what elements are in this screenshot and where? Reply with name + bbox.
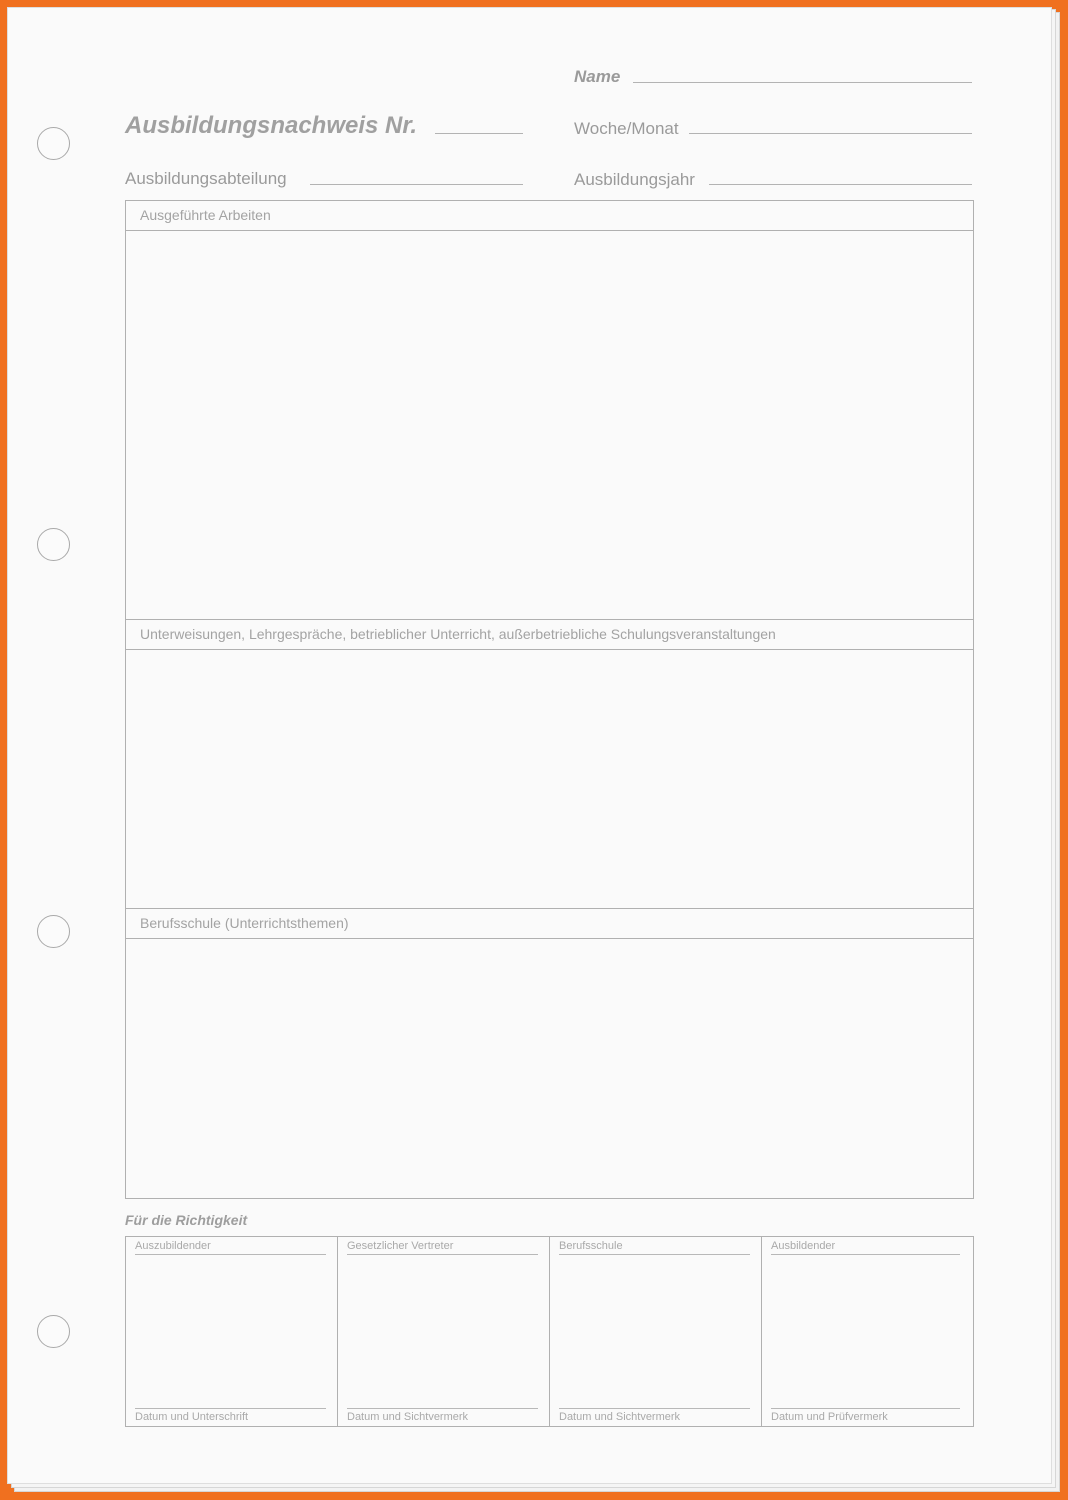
section-header (126, 620, 973, 650)
week-month-field[interactable] (689, 133, 972, 134)
signature-cell-trainer[interactable] (761, 1237, 972, 1426)
training-year-label: Ausbildungsjahr (574, 170, 695, 189)
signature-cell-vocational-school[interactable] (549, 1237, 762, 1426)
signature-heading: Für die Richtigkeit (125, 1212, 248, 1228)
section-header (126, 909, 973, 939)
section-vocational-school[interactable] (125, 908, 974, 1199)
signature-footer: Datum und Prüfvermerk (771, 1408, 960, 1423)
department-field[interactable] (310, 184, 523, 185)
week-month-label: Woche/Monat (574, 119, 679, 138)
signature-role: Auszubildender (135, 1240, 326, 1255)
punch-hole-4 (37, 1315, 70, 1348)
section-work-performed[interactable] (125, 200, 974, 621)
signature-role: Berufsschule (559, 1240, 750, 1255)
signature-footer: Datum und Sichtvermerk (559, 1408, 750, 1423)
training-year-field[interactable] (709, 184, 972, 185)
signature-table (125, 1236, 974, 1427)
signature-footer: Datum und Unterschrift (135, 1408, 326, 1423)
signature-role: Ausbildender (771, 1240, 960, 1255)
section-instruction[interactable] (125, 619, 974, 910)
name-field[interactable] (633, 82, 972, 83)
section-header (126, 201, 973, 231)
signature-role: Gesetzlicher Vertreter (347, 1240, 538, 1255)
section-heading: Berufsschule (Unterrichtsthemen) (140, 915, 349, 931)
signature-cell-trainee[interactable] (126, 1237, 338, 1426)
department-label: Ausbildungsabteilung (125, 169, 287, 188)
name-label: Name (574, 67, 621, 86)
punch-hole-1 (37, 127, 70, 160)
signature-cell-legal-guardian[interactable] (337, 1237, 550, 1426)
report-number-field[interactable] (435, 133, 523, 134)
punch-hole-3 (37, 915, 70, 948)
signature-footer: Datum und Sichtvermerk (347, 1408, 538, 1423)
section-heading: Unterweisungen, Lehrgespräche, betrieblicher Unterricht, außerbetriebliche Schulungsveranstaltungen (140, 626, 776, 642)
punch-hole-2 (37, 528, 70, 561)
section-heading: Ausgeführte Arbeiten (140, 207, 271, 223)
form-title: Ausbildungsnachweis Nr. (125, 112, 418, 139)
